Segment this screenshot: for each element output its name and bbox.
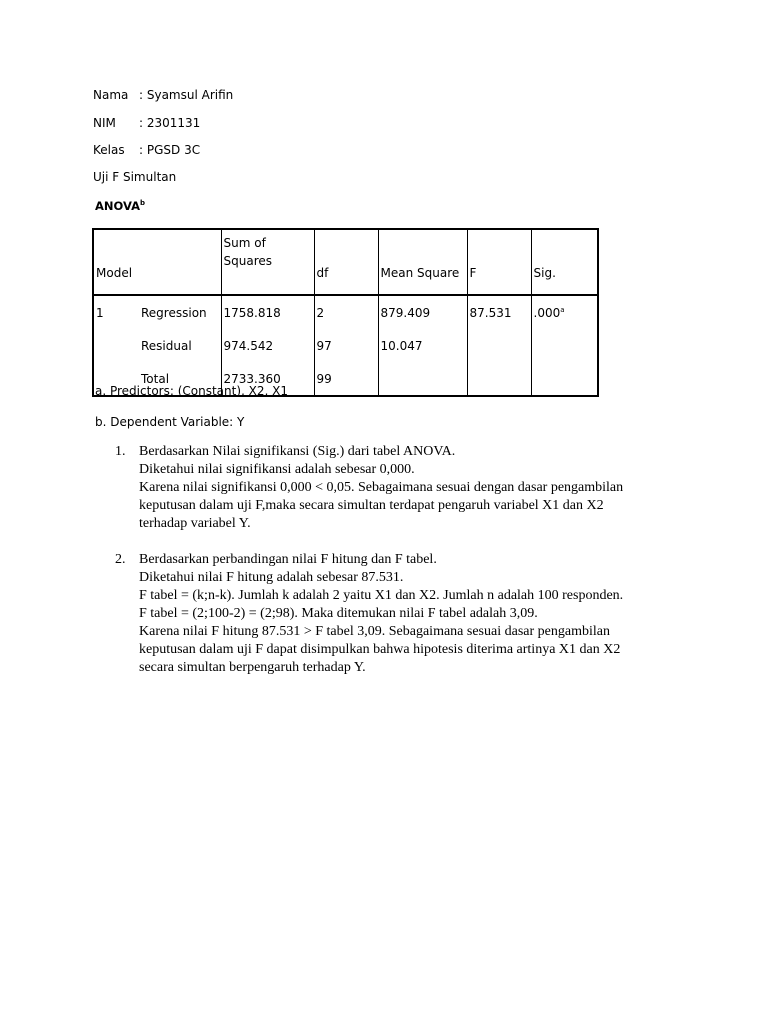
- anova-title-sup: b: [140, 199, 146, 208]
- header-f: F: [467, 229, 531, 295]
- header-sum-of-squares: [221, 229, 314, 295]
- cell-df: 99: [314, 362, 378, 396]
- nama-label: Nama: [93, 88, 129, 102]
- list-item: [115, 551, 685, 677]
- info-nim: [93, 116, 200, 130]
- anova-title-text: ANOVA: [95, 199, 141, 213]
- row-label: Residual: [141, 338, 192, 353]
- item-number: 1.: [115, 444, 126, 459]
- answer-line: keputusan dalam uji F dapat disimpulkan bahwa hipotesis diterima artinya X1 dan X2: [139, 642, 621, 657]
- answer-line: Diketahui nilai signifikansi adalah sebesar 0,000.: [139, 462, 415, 477]
- info-nama: [93, 88, 233, 102]
- answer-line: Karena nilai F hitung 87.531 > F tabel 3,09. Sebagaimana sesuai dasar pengambilan: [139, 624, 610, 639]
- nim-label: NIM: [93, 116, 116, 130]
- table-row: [93, 295, 598, 329]
- answer-line: Berdasarkan Nilai signifikansi (Sig.) dari tabel ANOVA.: [139, 444, 456, 459]
- cell-sig: [531, 329, 598, 362]
- answer-list: [115, 443, 685, 695]
- list-item: [115, 443, 685, 533]
- cell-sig: [531, 295, 598, 329]
- cell-sig: [531, 362, 598, 396]
- cell-f: [467, 329, 531, 362]
- anova-title: [95, 199, 145, 213]
- answer-line: Karena nilai signifikansi 0,000 < 0,05. Sebagaimana sesuai dengan dasar pengambilan: [139, 480, 624, 495]
- item-number: 2.: [115, 552, 126, 567]
- section-title: Uji F Simultan: [93, 170, 177, 184]
- note-dependent: b. Dependent Variable: Y: [95, 415, 245, 429]
- row-label: Regression: [141, 305, 207, 320]
- header-sig: Sig.: [531, 229, 598, 295]
- cell-df: 2: [314, 295, 378, 329]
- table-row: [93, 329, 598, 362]
- cell-sum: 2733.360: [221, 362, 314, 396]
- empty-cell: [93, 329, 139, 362]
- answer-line: Berdasarkan perbandingan nilai F hitung dan F tabel.: [139, 552, 437, 567]
- header-df: df: [314, 229, 378, 295]
- answer-line: secara simultan berpengaruh terhadap Y.: [139, 660, 366, 675]
- info-kelas: [93, 143, 200, 157]
- answer-line: terhadap variabel Y.: [139, 516, 251, 531]
- sig-value: .000: [533, 305, 561, 320]
- header-sum-line2: Squares: [223, 254, 272, 268]
- cell-sum: 1758.818: [221, 295, 314, 329]
- answer-line: F tabel = (k;n-k). Jumlah k adalah 2 yaitu X1 dan X2. Jumlah n adalah 100 responden.: [139, 588, 624, 603]
- answer-line: keputusan dalam uji F,maka secara simultan terdapat pengaruh variabel X1 dan X2: [139, 498, 604, 513]
- answer-line: Diketahui nilai F hitung adalah sebesar 87.531.: [139, 570, 404, 585]
- cell-mean: 10.047: [378, 329, 467, 362]
- header-model: Model: [93, 229, 221, 295]
- nim-value: : 2301131: [139, 116, 201, 130]
- header-sum-line1: Sum of: [223, 236, 266, 250]
- cell-f: [467, 362, 531, 396]
- kelas-value: : PGSD 3C: [139, 143, 201, 157]
- note-predictors: a. Predictors: (Constant), X2, X1: [95, 384, 288, 398]
- anova-table: [92, 228, 599, 397]
- cell-sum: 974.542: [221, 329, 314, 362]
- header-mean-square: Mean Square: [378, 229, 467, 295]
- cell-f: 87.531: [467, 295, 531, 329]
- table-header-row: [93, 229, 598, 295]
- model-number: 1: [96, 305, 104, 320]
- row-label: Total: [141, 371, 170, 386]
- nama-value: : Syamsul Arifin: [139, 88, 234, 102]
- kelas-label: Kelas: [93, 143, 125, 157]
- sig-sup: a: [560, 305, 565, 314]
- cell-df: 97: [314, 329, 378, 362]
- cell-mean: 879.409: [378, 295, 467, 329]
- cell-mean: [378, 362, 467, 396]
- answer-line: F tabel = (2;100-2) = (2;98). Maka ditemukan nilai F tabel adalah 3,09.: [139, 606, 538, 621]
